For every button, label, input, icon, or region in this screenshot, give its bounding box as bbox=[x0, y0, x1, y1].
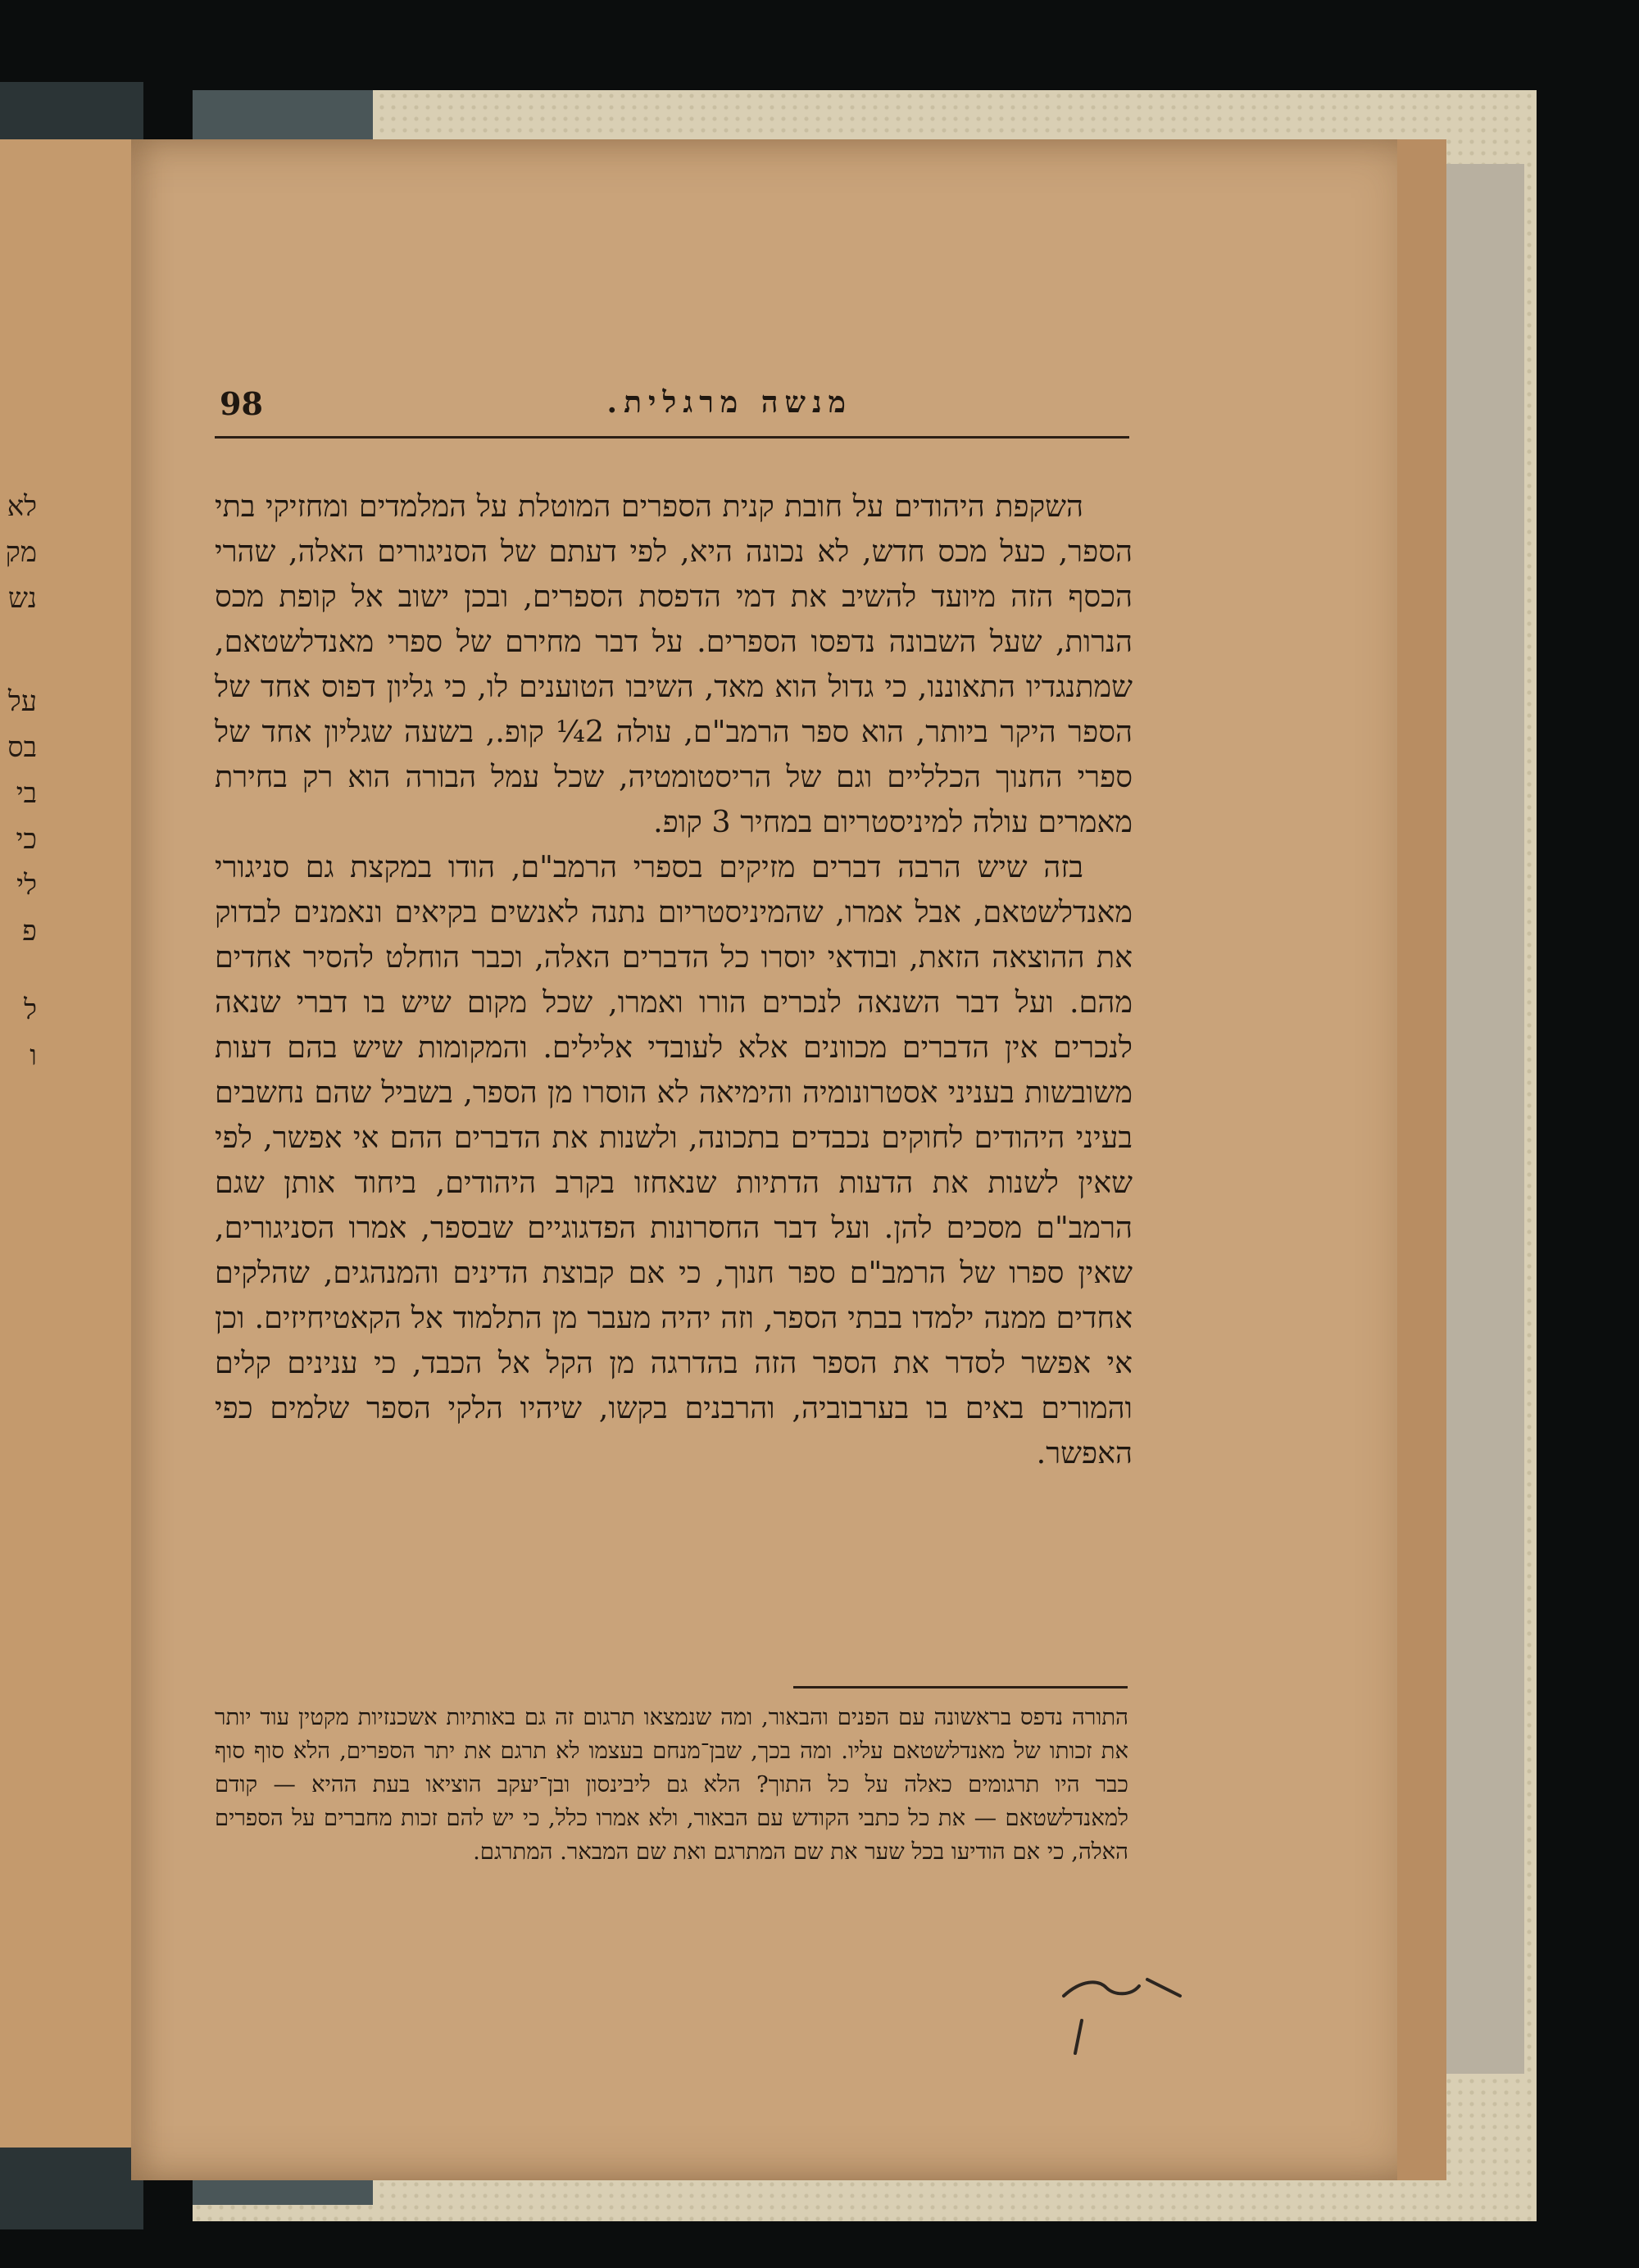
running-head-title: מנשה מרגלית. bbox=[606, 385, 852, 420]
prev-fragment: מק bbox=[5, 536, 37, 569]
cover-flap bbox=[1442, 164, 1524, 2074]
prev-fragment: בס bbox=[7, 731, 37, 764]
prev-fragment: ו bbox=[30, 1039, 37, 1072]
prev-fragment: לי bbox=[16, 869, 37, 902]
body-text bbox=[215, 484, 1133, 1475]
header-rule bbox=[215, 436, 1129, 439]
page-edge bbox=[1397, 139, 1446, 2180]
footnote-text: התורה נדפס בראשונה עם הפנים והבאור, ומה שנמצאו תרגום זה גם באותיות אשכנזיות מקטין עוד יותר את זכותו של מאנדלשטאם עליו. ומה בכך, שבן־מנחם בעצמו לא תרגם את יתר הספרים, הלא סוף סוף כבר היו תרגומים כאלה על כל התוך? הלא גם ליבינסון ובן־יעקב הוציאו בעת ההיא — קודם למאנדלשטאם — את כל כתבי הקודש עם הבאור, ולא אמרו כלל, כי יש להם זכות מחברים על הספרים האלה, כי אם הודיעו בכל שער את שם המתרגם ואת שם המבאר. המתרגם. bbox=[215, 1704, 1128, 1865]
running-header bbox=[213, 385, 1131, 434]
paragraph: השקפת היהודים על חובת קנית הספרים המוטלת על המלמדים ומחזיקי בתי הספר, כעל מכס חדש, לא נכונה היא, לפי דעתם של הסניגורים האלה, שהרי הכסף הזה מיועד להשיב את דמי הדפסת הספרים, ובכן ישוב אל קופת מכס הנרות, שעל השבונה נדפסו הספרים. על דבר מחירם של ספרי מאנדלשטאם, שמתנגדיו התאוננו, כי גדול הוא מאד, השיבו הטוענים לו, כי גליון דפוס אחד של הספר היקר ביותר, הוא ספר הרמב"ם, עולה 2¼ קופ., בשעה שגליון אחד של ספרי החנוך הכלליים וגם של הריסטומטיה, שכל עמל הבורה הוא רק בחירת מאמרים עולה למיניסטריום במחיר 3 קופ. bbox=[215, 489, 1133, 839]
prev-fragment: ל bbox=[24, 993, 37, 1026]
previous-page-text bbox=[4, 484, 37, 1079]
previous-page bbox=[0, 139, 131, 2148]
prev-fragment: נש bbox=[7, 582, 37, 615]
prev-fragment: בי bbox=[16, 777, 37, 810]
prev-fragment: על bbox=[7, 685, 37, 718]
pencil-mark bbox=[1057, 1971, 1188, 2070]
prev-fragment: כי bbox=[16, 823, 37, 856]
prev-fragment: לא bbox=[7, 490, 37, 523]
paragraph: בזה שיש הרבה דברים מזיקים בספרי הרמב"ם, הודו במקצת גם סניגורי מאנדלשטאם, אבל אמרו, שהמיניסטריום נתנה לאנשים בקיאים ונאמנים לבדוק את ההוצאה הזאת, ובודאי יוסרו כל הדברים האלה, וכבר הוחלט להסיר אחדים מהם. ועל דבר השנאה לנכרים הורו ואמרו, שכל מקום שיש בו דברי שנאה לנכרים אין הדברים מכוונים אלא לעובדי אלילים. והמקומות שיש בהם דעות משובשות בעניני אסטרונומיה והימיאה לא הוסרו מן הספר, בשביל שהם נחשבים בעיני היהודים לחוקים נכבדים בתכונה, ולשנות את הדברים ההם אי אפשר, לפי שאין לשנות את הדעות הדתיות שנאחזו בקרב היהודים, ביחוד אותן שגם הרמב"ם מסכים להן. ועל דבר החסרונות הפדגוגיים שבספר, אמרו הסניגורים, שאין ספרו של הרמב"ם ספר חנוך, כי אם קבוצת הדינים והמנהגים, שהלקים אחדים ממנה ילמדו בבתי הספר, וזה יהיה מעבר מן התלמוד אל הקאטיחיזים. וכן אי אפשר לסדר את הספר הזה בהדרגה מן הקל אל הכבד, כי עניני‏ם קלים והמורים באים בו בערבוביה, והרבנים בקשו, שיהיו הלקי הספר שלמים כפי האפשר. bbox=[215, 849, 1133, 1470]
footnote-rule bbox=[793, 1686, 1128, 1689]
prev-fragment: פ bbox=[22, 915, 37, 948]
footnote bbox=[215, 1701, 1128, 1869]
page-number: 98 bbox=[220, 385, 263, 422]
